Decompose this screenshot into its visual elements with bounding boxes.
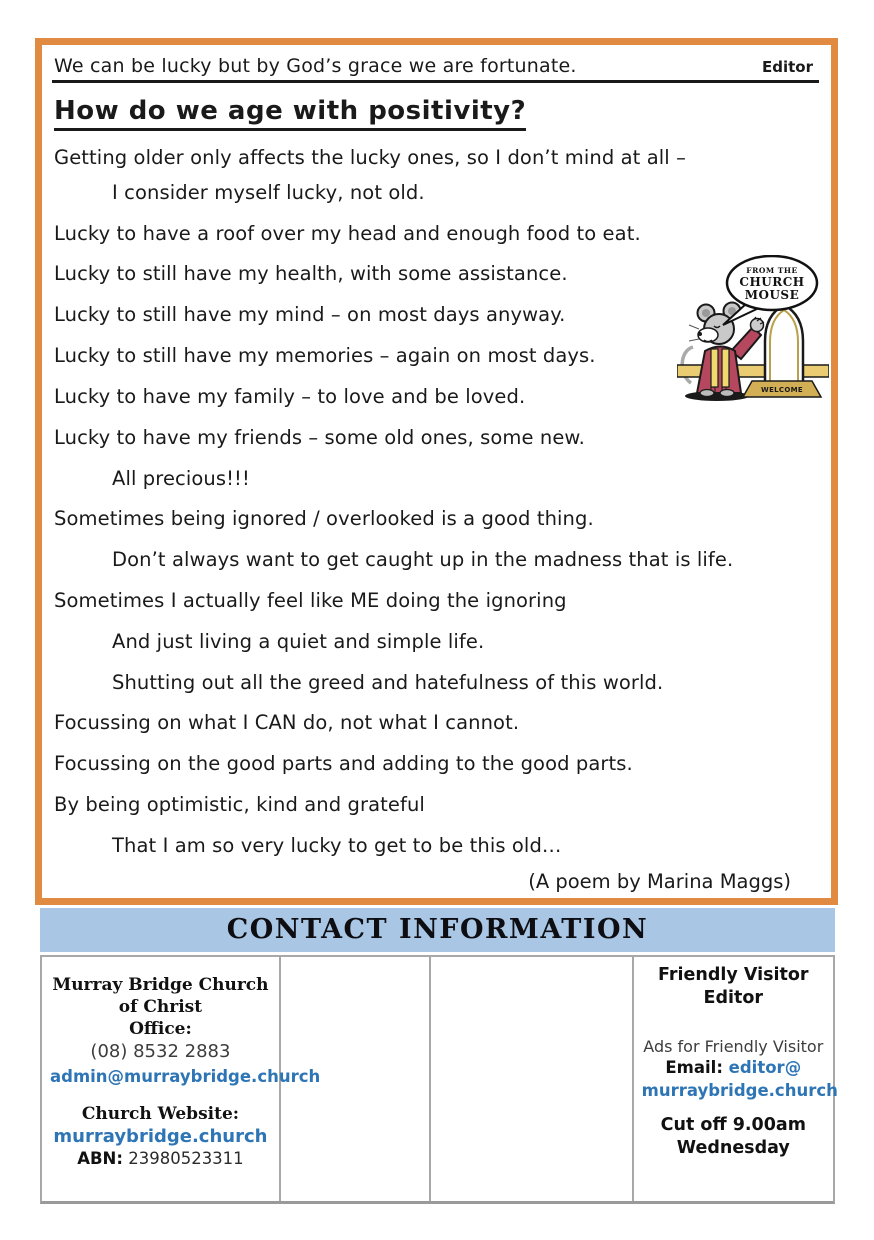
- bubble-text-line2: CHURCH: [739, 275, 805, 289]
- poem-line: All precious!!!: [112, 466, 250, 490]
- mouse-robe: [697, 347, 741, 394]
- masthead: [52, 53, 819, 83]
- cutoff-note: [642, 1114, 825, 1160]
- bubble-text-line1: FROM THE: [746, 266, 798, 275]
- editor-email-link-domain[interactable]: murraybridge.church: [641, 1080, 838, 1100]
- poem-line: Focussing on the good parts and adding to the good parts.: [54, 752, 633, 776]
- abn-value: 23980523311: [128, 1148, 244, 1168]
- poem-line: Sometimes being ignored / overlooked is a good thing.: [54, 507, 594, 531]
- abn-line: [50, 1149, 271, 1168]
- email-label: Email:: [665, 1058, 723, 1078]
- office-cell: [42, 957, 321, 1201]
- mouse-foot-right: [720, 390, 734, 397]
- cutoff-line1: Cut off 9.00am: [660, 1114, 806, 1135]
- editor-title-line1: Friendly Visitor: [658, 965, 809, 985]
- poem-line: Focussing on what I CAN do, not what I cannot.: [54, 711, 520, 735]
- office-email-link[interactable]: admin@murraybridge.church: [50, 1066, 321, 1086]
- office-name: Murray Bridge Church of Christ: [52, 975, 269, 1018]
- masthead-byline: Editor: [762, 58, 813, 76]
- poem-line: Lucky to have my family – to love and be loved.: [54, 384, 526, 408]
- poem-line: Lucky to have my friends – some old ones, some new.: [54, 425, 585, 449]
- stole-left: [711, 349, 718, 387]
- editor-email-line: [642, 1057, 825, 1079]
- poem-line: Lucky to have a roof over my head and enough food to eat.: [54, 221, 641, 245]
- contact-table: [40, 955, 838, 1204]
- church-mouse-illustration: [677, 255, 829, 403]
- masthead-tagline: We can be lucky but by God’s grace we are fortunate.: [54, 55, 577, 77]
- mouse-nose: [698, 332, 702, 336]
- poem-line: That I am so very lucky to get to be this old…: [112, 833, 562, 857]
- editor-email-link[interactable]: editor@: [728, 1058, 802, 1078]
- poem-line: Sometimes I actually feel like ME doing the ignoring: [54, 588, 567, 612]
- office-label: Office:: [129, 1019, 192, 1040]
- poem-line: By being optimistic, kind and grateful: [54, 793, 425, 816]
- empty-cell-1: [281, 957, 431, 1201]
- abn-label: ABN:: [77, 1148, 123, 1168]
- poem-line: Lucky to still have my memories – again on most days.: [54, 344, 596, 368]
- poem-line: Lucky to still have my health, with some assistance.: [54, 262, 568, 286]
- editor-title-line2: Editor: [703, 987, 764, 1008]
- editor-email-line2: [641, 1080, 838, 1102]
- bubble-text-line3: MOUSE: [744, 288, 800, 302]
- mouse-foot-left: [700, 390, 714, 397]
- poem-line: And just living a quiet and simple life.: [112, 629, 485, 653]
- poem-line: Getting older only affects the lucky ones, so I don’t mind at all –: [54, 146, 686, 169]
- office-phone: (08) 8532 2883: [90, 1041, 231, 1063]
- poem-line: I consider myself lucky, not old.: [112, 180, 425, 204]
- contact-header: CONTACT INFORMATION: [40, 908, 835, 952]
- poem-line: Don’t always want to get caught up in the madness that is life.: [112, 548, 734, 572]
- mouse-whiskers: [689, 325, 699, 341]
- mouse-ear-left-inner: [702, 309, 710, 317]
- stole-right: [722, 349, 729, 387]
- welcome-mat-label: WELCOME: [761, 386, 803, 394]
- poem-line: Shutting out all the greed and hatefulness of this world.: [112, 670, 664, 694]
- website-label: Church Website:: [81, 1103, 240, 1124]
- article-title: How do we age with positivity?: [54, 96, 819, 131]
- poem-article: [35, 38, 838, 905]
- spacer: [50, 1086, 271, 1103]
- editor-cell: [634, 957, 838, 1201]
- ads-note: Ads for Friendly Visitor: [643, 1036, 824, 1056]
- website-link[interactable]: murraybridge.church: [53, 1125, 268, 1147]
- cutoff-line2: Wednesday: [676, 1137, 790, 1158]
- poem-credit: (A poem by Marina Maggs): [528, 869, 791, 893]
- poem-line: Lucky to still have my mind – on most days anyway.: [54, 303, 566, 327]
- empty-cell-2: [431, 957, 633, 1201]
